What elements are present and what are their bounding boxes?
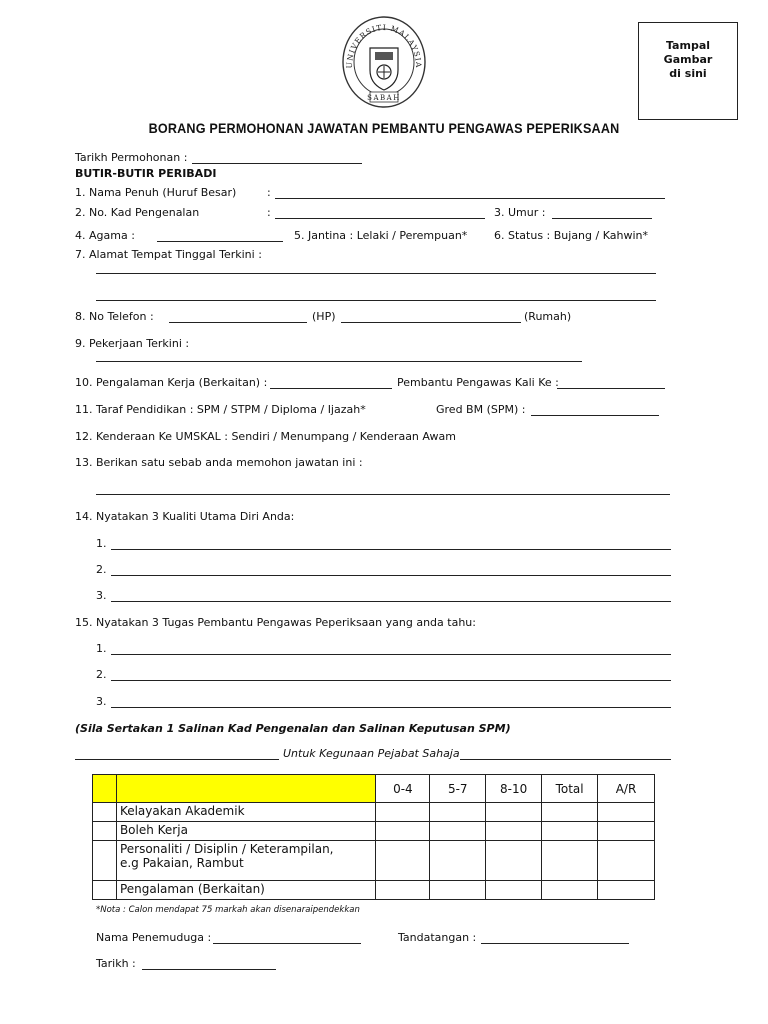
alamat-field-1[interactable] — [96, 273, 656, 274]
photo-box: Tampal Gambar di sini — [638, 22, 738, 120]
interviewer-field[interactable] — [213, 943, 361, 944]
q11b-label: Gred BM (SPM) : — [436, 403, 526, 416]
signature-field[interactable] — [481, 943, 629, 944]
q1-colon: : — [267, 186, 271, 199]
q8-hp-label: (HP) — [312, 310, 336, 323]
tugas-field-1[interactable] — [111, 654, 671, 655]
table-header-0-4: 0-4 — [376, 775, 430, 803]
table-header-5-7: 5-7 — [430, 775, 486, 803]
gred-bm-field[interactable] — [531, 415, 659, 416]
q11-label: 11. Taraf Pendidikan : SPM / STPM / Diploma / Ijazah* — [75, 403, 366, 416]
page-title: BORANG PERMOHONAN JAWATAN PEMBANTU PENGAWAS PEPERIKSAAN — [148, 120, 620, 136]
q2-label: 2. No. Kad Pengenalan — [75, 206, 200, 219]
q10b-label: Pembantu Pengawas Kali Ke : — [397, 376, 559, 389]
section-personal-heading: BUTIR-BUTIR PERIBADI — [75, 167, 217, 180]
table-header-highlight-1 — [93, 775, 117, 803]
row-label-kelayakan: Kelayakan Akademik — [116, 803, 376, 822]
scoring-table — [92, 774, 655, 900]
date-label: Tarikh : — [96, 957, 136, 970]
q15-num-3: 3. — [96, 695, 107, 708]
kualiti-field-2[interactable] — [111, 575, 671, 576]
table-header-8-10: 8-10 — [486, 775, 542, 803]
tarikh-permohonan-label: Tarikh Permohonan : — [75, 151, 188, 164]
row-label-personaliti-line2: e.g Pakaian, Rambut — [119, 856, 244, 870]
q4-label: 4. Agama : — [75, 229, 135, 242]
row-label-personaliti — [116, 841, 376, 881]
footnote: *Nota : Calon mendapat 75 markah akan disenaraipendekkan — [96, 905, 360, 915]
q10-label: 10. Pengalaman Kerja (Berkaitan) : — [75, 376, 268, 389]
q14-num-3: 3. — [96, 589, 107, 602]
logo-top-text: UNIVERSITI MALAYSIA — [344, 22, 424, 69]
q14-num-2: 2. — [96, 563, 107, 576]
tugas-field-2[interactable] — [111, 680, 671, 681]
q2-colon: : — [267, 206, 271, 219]
office-use-rule-left — [75, 759, 279, 760]
q7-label: 7. Alamat Tempat Tinggal Terkini : — [75, 248, 262, 261]
tugas-field-3[interactable] — [111, 707, 671, 708]
table-row — [93, 841, 655, 881]
telefon-rumah-field[interactable] — [341, 322, 521, 323]
q12-label: 12. Kenderaan Ke UMSKAL : Sendiri / Menumpang / Kenderaan Awam — [75, 430, 456, 443]
q3-label: 3. Umur : — [494, 206, 546, 219]
q8-rumah-label: (Rumah) — [524, 310, 572, 323]
kualiti-field-3[interactable] — [111, 601, 671, 602]
umur-field[interactable] — [552, 218, 652, 219]
table-row — [93, 822, 655, 841]
crest-icon — [340, 14, 428, 110]
tarikh-permohonan-field[interactable] — [192, 163, 362, 164]
nama-penuh-field[interactable] — [275, 198, 665, 199]
date-field[interactable] — [142, 969, 276, 970]
row-label-pengalaman: Pengalaman (Berkaitan) — [116, 881, 376, 900]
pekerjaan-field[interactable] — [96, 361, 582, 362]
row-label-boleh-kerja: Boleh Kerja — [116, 822, 376, 841]
q15-label: 15. Nyatakan 3 Tugas Pembantu Pengawas Peperiksaan yang anda tahu: — [75, 616, 476, 629]
table-header-row — [93, 775, 655, 803]
kualiti-field-1[interactable] — [111, 549, 671, 550]
alamat-field-2[interactable] — [96, 300, 656, 301]
q5-label: 5. Jantina : Lelaki / Perempuan* — [294, 229, 468, 242]
telefon-hp-field[interactable] — [169, 322, 307, 323]
row-label-personaliti-line1: Personaliti / Disiplin / Keterampilan, — [119, 842, 334, 856]
interviewer-label: Nama Penemuduga : — [96, 931, 212, 944]
q15-num-2: 2. — [96, 668, 107, 681]
q14-label: 14. Nyatakan 3 Kualiti Utama Diri Anda: — [75, 510, 295, 523]
table-header-highlight-2 — [116, 775, 376, 803]
q1-label: 1. Nama Penuh (Huruf Besar) — [75, 186, 237, 199]
pengalaman-field[interactable] — [270, 388, 392, 389]
q8-label: 8. No Telefon : — [75, 310, 154, 323]
table-row — [93, 881, 655, 900]
table-header-ar: A/R — [598, 775, 655, 803]
q14-num-1: 1. — [96, 537, 107, 550]
q6-label: 6. Status : Bujang / Kahwin* — [494, 229, 648, 242]
university-logo — [340, 14, 428, 110]
attachment-note: (Sila Sertakan 1 Salinan Kad Pengenalan dan Salinan Keputusan SPM) — [75, 722, 511, 735]
sebab-field[interactable] — [96, 494, 670, 495]
svg-text:UNIVERSITI MALAYSIA — [345, 23, 423, 69]
kad-pengenalan-field[interactable] — [275, 218, 485, 219]
kali-ke-field[interactable] — [557, 388, 665, 389]
q13-label: 13. Berikan satu sebab anda memohon jawatan ini : — [75, 456, 363, 469]
office-use-label: Untuk Kegunaan Pejabat Sahaja — [283, 747, 460, 760]
q9-label: 9. Pekerjaan Terkini : — [75, 337, 190, 350]
table-row — [93, 803, 655, 822]
office-use-rule-right — [460, 759, 671, 760]
signature-label: Tandatangan : — [398, 931, 477, 944]
logo-bottom-text: SABAH — [367, 94, 401, 102]
q15-num-1: 1. — [96, 642, 107, 655]
table-header-total: Total — [542, 775, 598, 803]
agama-field[interactable] — [157, 241, 283, 242]
